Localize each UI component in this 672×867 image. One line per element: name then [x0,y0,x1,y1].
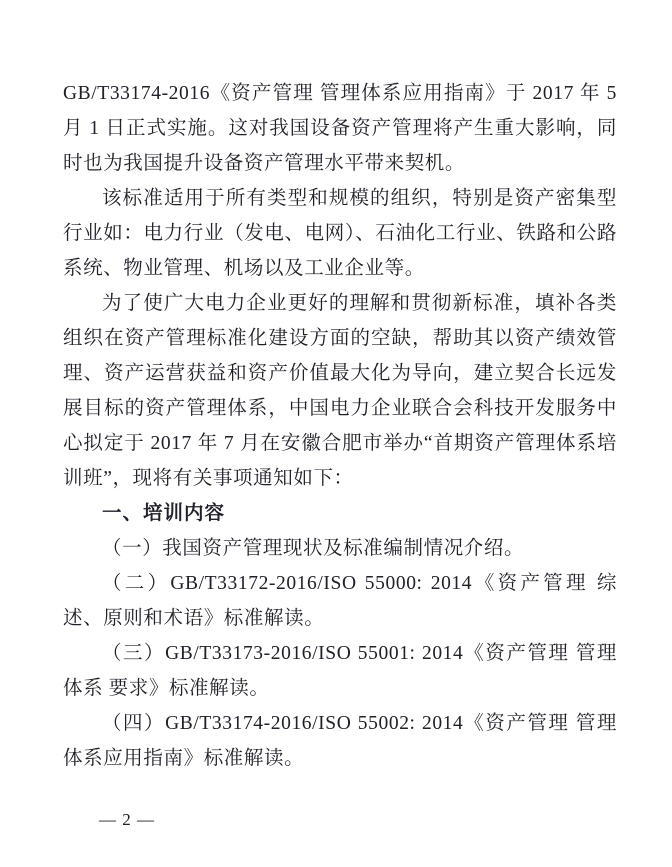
page-number: — 2 — [99,810,155,829]
paragraph-applicability: 该标准适用于所有类型和规模的组织，特别是资产密集型行业如：电力行业（发电、电网）、石油化工行业、铁路和公路系统、物业管理、机场以及工业企业等。 [63,188,617,279]
section-heading-training-content: 一、培训内容 [102,502,226,524]
list-item-1: （一）我国资产管理现状及标准编制情况介绍。 [102,538,525,559]
list-item-3: （三）GB/T33173-2016/ISO 55001: 2014《资产管理 管理体系 要求》标准解读。 [63,643,617,699]
paragraph-intro-standard: GB/T33174-2016《资产管理 管理体系应用指南》于 2017 年 5 月 1 日正式实施。这对我国设备资产管理将产生重大影响，同时也为我国提升设备资产管理水平带来契机。 [63,83,617,174]
list-item-2: （二）GB/T33172-2016/ISO 55000: 2014《资产管理 综述、原则和术语》标准解读。 [63,573,617,629]
paragraph-training-announcement: 为了使广大电力企业更好的理解和贯彻新标准，填补各类组织在资产管理标准化建设方面的空缺，帮助其以资产绩效管理、资产运营获益和资产价值最大化为导向，建立契合长远发展目标的资产管理体系，中国电力企业联合会科技开发服务中心拟定于 2017 年 7 月在安徽合肥市举办“首期资产管理体系培训班”，现将有关事项通知如下： [63,293,617,489]
list-item-4: （四）GB/T33174-2016/ISO 55002: 2014《资产管理 管理体系应用指南》标准解读。 [63,713,617,769]
